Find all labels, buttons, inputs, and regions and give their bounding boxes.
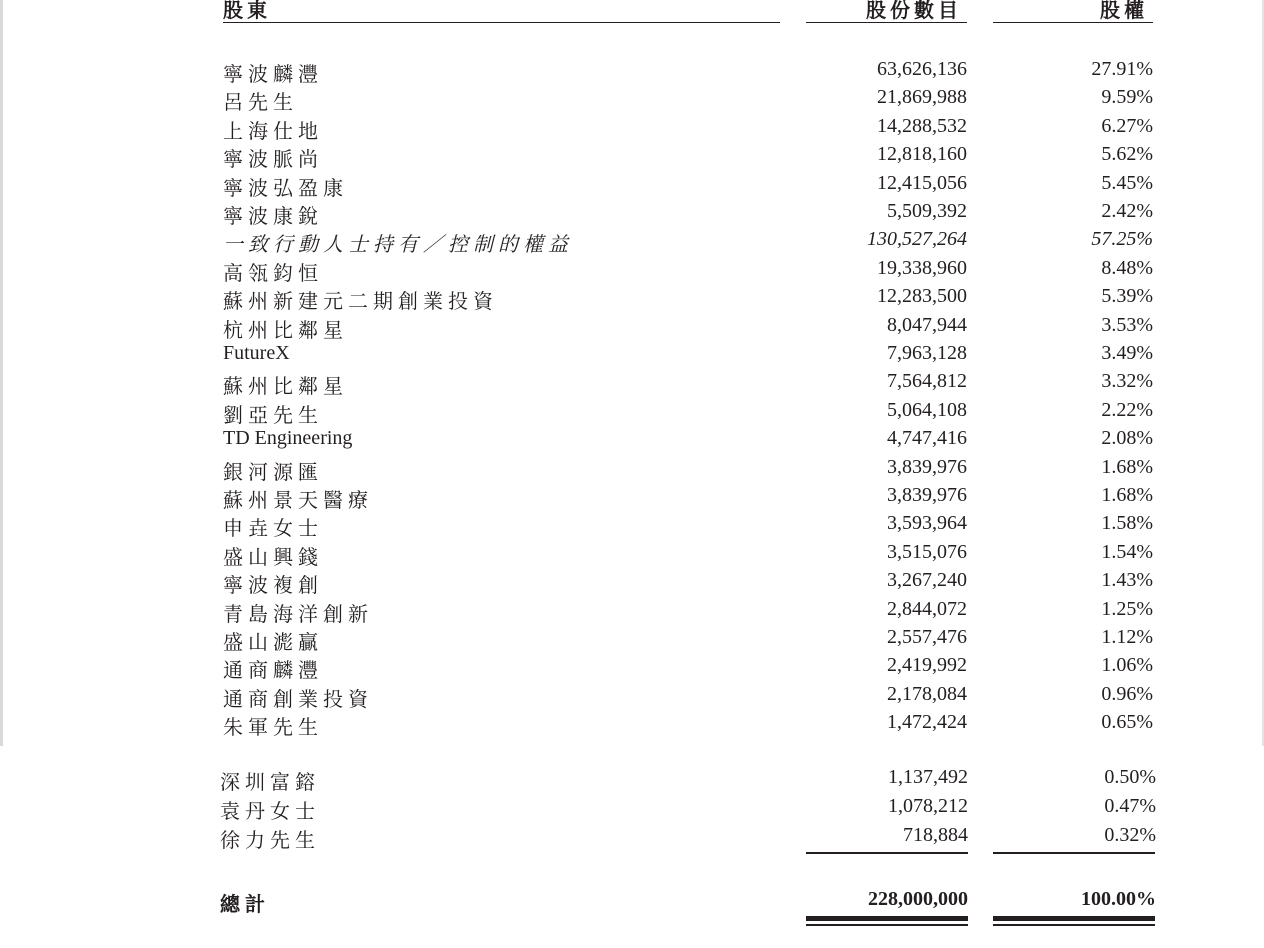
shareholder-name: 朱軍先生	[223, 717, 323, 740]
table-row	[3, 683, 1264, 711]
share-percentage: 5.62%	[1101, 143, 1153, 166]
subtotal-rule-percentage	[993, 852, 1155, 854]
share-count: 4,747,416	[887, 427, 967, 450]
shareholder-name: 寧波複創	[223, 575, 323, 598]
shareholder-name: 申垚女士	[223, 518, 323, 541]
header-shareholder: 股東	[223, 0, 271, 22]
table-row	[3, 626, 1264, 654]
share-count: 718,884	[903, 824, 968, 846]
shareholder-name: FutureX	[223, 342, 290, 364]
share-count: 63,626,136	[877, 58, 967, 80]
share-count: 2,844,072	[887, 597, 967, 620]
table-row	[3, 342, 1264, 370]
header-rule-shares	[806, 22, 967, 23]
share-count: 1,078,212	[888, 795, 968, 817]
share-count: 12,818,160	[877, 143, 967, 166]
share-percentage: 2.42%	[1101, 200, 1153, 222]
shareholder-name: 深圳富鎔	[220, 772, 320, 794]
table-row	[3, 200, 1264, 228]
share-count: 12,415,056	[877, 171, 967, 194]
subtotal-rule-shares	[806, 852, 968, 854]
table-row	[3, 58, 1264, 86]
share-percentage: 2.08%	[1101, 427, 1153, 450]
share-percentage: 3.49%	[1101, 342, 1153, 364]
share-count: 3,839,976	[887, 455, 967, 478]
share-count: 14,288,532	[877, 114, 967, 137]
total-percentage: 100.00%	[1081, 888, 1156, 910]
share-percentage: 5.39%	[1101, 285, 1153, 308]
table-row	[3, 228, 1264, 256]
share-count: 7,564,812	[887, 370, 967, 393]
shareholder-name: 蘇州比鄰星	[223, 376, 348, 399]
share-percentage: 1.68%	[1101, 455, 1153, 478]
shareholder-name: 一致行動人士持有／控制的權益	[223, 234, 573, 257]
shareholder-name: 寧波麟灃	[223, 64, 323, 86]
table-row	[3, 285, 1264, 313]
share-percentage: 5.45%	[1101, 171, 1153, 194]
share-percentage: 2.22%	[1101, 398, 1153, 421]
share-count: 130,527,264	[867, 228, 967, 251]
shareholder-name: 寧波康銳	[223, 206, 323, 228]
share-count: 12,283,500	[877, 285, 967, 308]
table-row	[3, 370, 1264, 398]
header-percentage: 股權	[1100, 0, 1148, 22]
table-row	[3, 172, 1264, 200]
table-row	[3, 654, 1264, 682]
shareholder-name: 寧波弘盈康	[223, 177, 348, 200]
table-row	[3, 598, 1264, 626]
header-rule-name	[223, 22, 780, 23]
share-percentage: 0.65%	[1101, 711, 1153, 734]
shareholder-name: 通商麟灃	[223, 660, 323, 683]
document-page-bottom	[0, 746, 1264, 948]
share-percentage: 1.43%	[1101, 569, 1153, 592]
table-row	[3, 314, 1264, 342]
table-row	[3, 257, 1264, 285]
shareholder-name: 袁丹女士	[220, 801, 320, 823]
share-count: 3,839,976	[887, 484, 967, 506]
share-count: 5,509,392	[887, 200, 967, 222]
share-percentage: 1.68%	[1101, 484, 1153, 506]
share-percentage: 6.27%	[1101, 114, 1153, 137]
total-label: 總計	[220, 894, 270, 916]
share-percentage: 0.47%	[1104, 795, 1156, 817]
shareholder-name: 高瓴鈞恒	[223, 262, 323, 285]
table-row	[3, 512, 1264, 540]
header-rule-percentage	[993, 22, 1153, 23]
table-row	[3, 143, 1264, 171]
table-row	[3, 399, 1264, 427]
table-row	[3, 456, 1264, 484]
total-double-rule-thick-percentage	[993, 916, 1155, 921]
table-row	[0, 795, 1264, 823]
share-count: 7,963,128	[887, 342, 967, 364]
shareholder-name: 青島海洋創新	[223, 603, 373, 626]
table-row	[3, 711, 1264, 739]
share-count: 2,557,476	[887, 626, 967, 648]
share-percentage: 1.58%	[1101, 512, 1153, 535]
share-count: 3,267,240	[887, 569, 967, 592]
share-count: 19,338,960	[877, 256, 967, 279]
shareholder-name: 蘇州景天醫療	[223, 490, 373, 512]
total-double-rule-thick-shares	[806, 916, 968, 921]
share-count: 5,064,108	[887, 398, 967, 421]
table-row	[3, 86, 1264, 114]
table-row	[3, 115, 1264, 143]
shareholder-name: 上海仕地	[223, 120, 323, 143]
total-double-rule-thin-shares	[806, 924, 968, 926]
shareholder-name: 銀河源匯	[223, 461, 323, 484]
share-percentage: 1.12%	[1101, 626, 1153, 648]
shareholder-name: 呂先生	[223, 92, 298, 115]
table-row	[0, 824, 1264, 852]
shareholder-name: 通商創業投資	[223, 688, 373, 711]
share-percentage: 27.91%	[1091, 58, 1153, 80]
shareholder-name: 盛山興錢	[223, 546, 323, 569]
share-percentage: 9.59%	[1101, 86, 1153, 109]
share-percentage: 3.32%	[1101, 370, 1153, 393]
share-percentage: 57.25%	[1091, 228, 1153, 251]
shareholder-name: 盛山滮贏	[223, 632, 323, 654]
share-count: 1,472,424	[887, 711, 967, 734]
share-count: 1,137,492	[888, 766, 968, 788]
shareholder-name: 杭州比鄰星	[223, 319, 348, 342]
table-row	[3, 427, 1264, 455]
share-count: 3,593,964	[887, 512, 967, 535]
table-row	[3, 569, 1264, 597]
share-count: 8,047,944	[887, 313, 967, 336]
shareholder-name: 徐力先生	[220, 830, 320, 852]
share-count: 2,419,992	[887, 654, 967, 677]
share-percentage: 1.25%	[1101, 597, 1153, 620]
share-percentage: 1.54%	[1101, 540, 1153, 563]
table-row	[3, 541, 1264, 569]
share-percentage: 1.06%	[1101, 654, 1153, 677]
shareholder-name: 蘇州新建元二期創業投資	[223, 291, 498, 314]
header-shares: 股份數目	[866, 0, 962, 22]
share-percentage: 3.53%	[1101, 313, 1153, 336]
total-row	[0, 888, 1264, 916]
share-percentage: 0.32%	[1104, 824, 1156, 846]
share-percentage: 0.50%	[1104, 766, 1156, 788]
total-shares: 228,000,000	[868, 888, 968, 910]
table-row	[0, 766, 1264, 794]
shareholder-name: 劉亞先生	[223, 404, 323, 427]
share-count: 3,515,076	[887, 540, 967, 563]
share-percentage: 8.48%	[1101, 256, 1153, 279]
share-percentage: 0.96%	[1101, 682, 1153, 705]
total-double-rule-thin-percentage	[993, 924, 1155, 926]
table-row	[3, 484, 1264, 512]
share-count: 21,869,988	[877, 86, 967, 109]
shareholder-name: 寧波脈尚	[223, 149, 323, 172]
shareholder-name: TD Engineering	[223, 427, 353, 450]
share-count: 2,178,084	[887, 682, 967, 705]
